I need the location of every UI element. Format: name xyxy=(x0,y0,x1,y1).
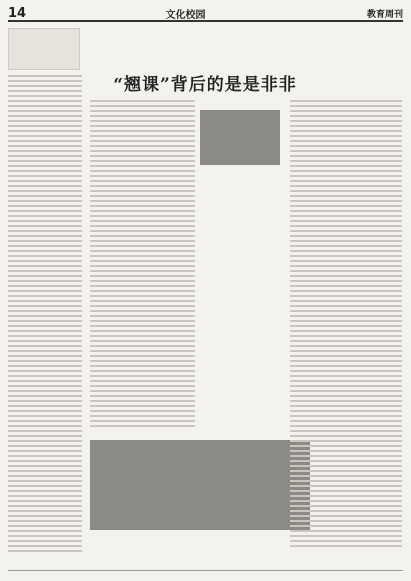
text-line-placeholder xyxy=(290,350,402,352)
text-line-placeholder xyxy=(8,195,82,197)
text-line-placeholder xyxy=(90,365,195,367)
text-line-placeholder xyxy=(290,320,402,322)
text-line-placeholder xyxy=(8,75,82,77)
text-line-placeholder xyxy=(90,255,195,257)
text-line-placeholder xyxy=(8,525,82,527)
text-line-placeholder xyxy=(8,155,82,157)
text-line-placeholder xyxy=(290,260,402,262)
text-line-placeholder xyxy=(290,430,402,432)
text-line-placeholder xyxy=(290,240,402,242)
text-line-placeholder xyxy=(290,325,402,327)
text-line-placeholder xyxy=(90,285,195,287)
text-line-placeholder xyxy=(290,335,402,337)
text-line-placeholder xyxy=(8,255,82,257)
text-line-placeholder xyxy=(290,190,402,192)
text-line-placeholder xyxy=(8,390,82,392)
text-line-placeholder xyxy=(90,380,195,382)
text-line-placeholder xyxy=(90,340,195,342)
text-line-placeholder xyxy=(290,540,402,542)
text-line-placeholder xyxy=(290,425,402,427)
text-line-placeholder xyxy=(90,345,195,347)
text-line-placeholder xyxy=(290,475,402,477)
text-line-placeholder xyxy=(90,160,195,162)
text-line-placeholder xyxy=(290,415,402,417)
text-line-placeholder xyxy=(8,160,82,162)
text-line-placeholder xyxy=(8,435,82,437)
text-line-placeholder xyxy=(90,415,195,417)
text-line-placeholder xyxy=(8,245,82,247)
text-line-placeholder xyxy=(8,450,82,452)
text-line-placeholder xyxy=(90,180,195,182)
text-line-placeholder xyxy=(8,95,82,97)
text-line-placeholder xyxy=(8,400,82,402)
text-line-placeholder xyxy=(290,225,402,227)
text-line-placeholder xyxy=(8,530,82,532)
text-line-placeholder xyxy=(90,265,195,267)
text-line-placeholder xyxy=(90,350,195,352)
text-line-placeholder xyxy=(8,370,82,372)
text-line-placeholder xyxy=(8,330,82,332)
text-line-placeholder xyxy=(8,310,82,312)
text-line-placeholder xyxy=(290,180,402,182)
text-line-placeholder xyxy=(8,505,82,507)
text-line-placeholder xyxy=(8,105,82,107)
text-line-placeholder xyxy=(290,275,402,277)
text-line-placeholder xyxy=(290,305,402,307)
text-line-placeholder xyxy=(90,270,195,272)
text-line-placeholder xyxy=(8,495,82,497)
text-line-placeholder xyxy=(90,400,195,402)
text-line-placeholder xyxy=(8,140,82,142)
text-line-placeholder xyxy=(290,175,402,177)
text-line-placeholder xyxy=(290,250,402,252)
text-line-placeholder xyxy=(8,240,82,242)
text-line-placeholder xyxy=(8,510,82,512)
text-line-placeholder xyxy=(90,260,195,262)
text-line-placeholder xyxy=(90,225,195,227)
text-line-placeholder xyxy=(8,315,82,317)
text-line-placeholder xyxy=(290,390,402,392)
text-line-placeholder xyxy=(290,170,402,172)
text-line-placeholder xyxy=(8,135,82,137)
text-line-placeholder xyxy=(290,505,402,507)
text-line-placeholder xyxy=(290,355,402,357)
text-line-placeholder xyxy=(8,490,82,492)
text-line-placeholder xyxy=(90,410,195,412)
text-line-placeholder xyxy=(90,215,195,217)
text-line-placeholder xyxy=(90,360,195,362)
text-line-placeholder xyxy=(8,550,82,552)
text-line-placeholder xyxy=(290,220,402,222)
text-line-placeholder xyxy=(290,495,402,497)
text-line-placeholder xyxy=(290,165,402,167)
text-line-placeholder xyxy=(8,120,82,122)
text-line-placeholder xyxy=(90,335,195,337)
text-line-placeholder xyxy=(290,125,402,127)
text-line-placeholder xyxy=(290,145,402,147)
text-line-placeholder xyxy=(8,300,82,302)
text-line-placeholder xyxy=(8,355,82,357)
text-line-placeholder xyxy=(8,125,82,127)
text-column xyxy=(8,75,82,555)
text-line-placeholder xyxy=(90,175,195,177)
text-line-placeholder xyxy=(290,300,402,302)
text-line-placeholder xyxy=(290,360,402,362)
text-line-placeholder xyxy=(90,115,195,117)
text-line-placeholder xyxy=(290,135,402,137)
text-line-placeholder xyxy=(90,420,195,422)
text-line-placeholder xyxy=(90,120,195,122)
text-line-placeholder xyxy=(8,385,82,387)
paper-name: 教育周刊 xyxy=(366,9,403,20)
text-line-placeholder xyxy=(90,395,195,397)
text-line-placeholder xyxy=(290,420,402,422)
text-line-placeholder xyxy=(8,100,82,102)
text-line-placeholder xyxy=(90,185,195,187)
text-line-placeholder xyxy=(90,355,195,357)
text-line-placeholder xyxy=(290,370,402,372)
text-line-placeholder xyxy=(90,110,195,112)
text-line-placeholder xyxy=(8,170,82,172)
text-line-placeholder xyxy=(290,270,402,272)
text-line-placeholder xyxy=(8,365,82,367)
text-line-placeholder xyxy=(290,470,402,472)
text-line-placeholder xyxy=(8,445,82,447)
text-line-placeholder xyxy=(8,375,82,377)
text-line-placeholder xyxy=(290,105,402,107)
text-line-placeholder xyxy=(90,315,195,317)
text-line-placeholder xyxy=(8,410,82,412)
text-line-placeholder xyxy=(290,110,402,112)
text-line-placeholder xyxy=(290,150,402,152)
text-line-placeholder xyxy=(290,375,402,377)
text-line-placeholder xyxy=(8,280,82,282)
text-line-placeholder xyxy=(290,450,402,452)
text-line-placeholder xyxy=(290,265,402,267)
text-line-placeholder xyxy=(8,325,82,327)
text-line-placeholder xyxy=(8,480,82,482)
text-line-placeholder xyxy=(90,250,195,252)
text-line-placeholder xyxy=(290,490,402,492)
text-line-placeholder xyxy=(290,310,402,312)
text-line-placeholder xyxy=(90,130,195,132)
text-line-placeholder xyxy=(290,395,402,397)
text-line-placeholder xyxy=(290,465,402,467)
text-line-placeholder xyxy=(90,145,195,147)
text-line-placeholder xyxy=(90,240,195,242)
text-line-placeholder xyxy=(8,465,82,467)
text-line-placeholder xyxy=(8,175,82,177)
text-line-placeholder xyxy=(290,115,402,117)
text-line-placeholder xyxy=(290,130,402,132)
text-line-placeholder xyxy=(90,125,195,127)
text-line-placeholder xyxy=(90,370,195,372)
text-line-placeholder xyxy=(290,455,402,457)
text-line-placeholder xyxy=(8,115,82,117)
text-line-placeholder xyxy=(290,140,402,142)
text-line-placeholder xyxy=(90,295,195,297)
text-line-placeholder xyxy=(290,440,402,442)
text-line-placeholder xyxy=(90,140,195,142)
text-line-placeholder xyxy=(90,150,195,152)
text-line-placeholder xyxy=(90,375,195,377)
text-line-placeholder xyxy=(290,480,402,482)
text-line-placeholder xyxy=(290,315,402,317)
text-line-placeholder xyxy=(8,220,82,222)
text-line-placeholder xyxy=(8,520,82,522)
text-line-placeholder xyxy=(8,270,82,272)
text-line-placeholder xyxy=(8,395,82,397)
text-line-placeholder xyxy=(8,320,82,322)
text-line-placeholder xyxy=(290,545,402,547)
text-line-placeholder xyxy=(8,200,82,202)
text-line-placeholder xyxy=(8,340,82,342)
text-line-placeholder xyxy=(90,170,195,172)
text-line-placeholder xyxy=(8,165,82,167)
text-line-placeholder xyxy=(290,515,402,517)
text-line-placeholder xyxy=(8,180,82,182)
text-line-placeholder xyxy=(8,415,82,417)
section-title: 文化校园 xyxy=(165,9,206,21)
text-line-placeholder xyxy=(90,105,195,107)
page-footer xyxy=(8,570,403,577)
text-line-placeholder xyxy=(90,165,195,167)
text-line-placeholder xyxy=(90,190,195,192)
text-line-placeholder xyxy=(8,85,82,87)
text-line-placeholder xyxy=(90,275,195,277)
text-line-placeholder xyxy=(8,430,82,432)
text-line-placeholder xyxy=(8,230,82,232)
text-line-placeholder xyxy=(90,425,195,427)
text-line-placeholder xyxy=(8,275,82,277)
text-line-placeholder xyxy=(290,410,402,412)
text-line-placeholder xyxy=(290,330,402,332)
text-line-placeholder xyxy=(8,215,82,217)
text-column xyxy=(290,100,402,550)
text-line-placeholder xyxy=(8,90,82,92)
text-line-placeholder xyxy=(8,285,82,287)
text-line-placeholder xyxy=(90,195,195,197)
text-line-placeholder xyxy=(90,305,195,307)
text-line-placeholder xyxy=(90,230,195,232)
text-line-placeholder xyxy=(8,290,82,292)
text-line-placeholder xyxy=(90,290,195,292)
text-line-placeholder xyxy=(8,305,82,307)
text-line-placeholder xyxy=(8,500,82,502)
text-line-placeholder xyxy=(290,230,402,232)
text-line-placeholder xyxy=(290,205,402,207)
text-line-placeholder xyxy=(8,460,82,462)
text-line-placeholder xyxy=(8,470,82,472)
text-line-placeholder xyxy=(8,295,82,297)
text-line-placeholder xyxy=(290,345,402,347)
article-photo xyxy=(200,110,280,165)
text-line-placeholder xyxy=(8,185,82,187)
text-line-placeholder xyxy=(90,100,195,102)
text-line-placeholder xyxy=(290,405,402,407)
text-line-placeholder xyxy=(90,210,195,212)
text-line-placeholder xyxy=(290,445,402,447)
text-line-placeholder xyxy=(8,265,82,267)
text-line-placeholder xyxy=(290,210,402,212)
text-line-placeholder xyxy=(290,295,402,297)
text-line-placeholder xyxy=(8,350,82,352)
text-column xyxy=(90,100,195,430)
text-line-placeholder xyxy=(290,285,402,287)
text-line-placeholder xyxy=(290,120,402,122)
text-line-placeholder xyxy=(8,380,82,382)
page-number: 14 xyxy=(8,5,27,21)
text-line-placeholder xyxy=(290,520,402,522)
text-line-placeholder xyxy=(290,100,402,102)
text-line-placeholder xyxy=(8,335,82,337)
text-line-placeholder xyxy=(90,235,195,237)
text-line-placeholder xyxy=(90,320,195,322)
text-line-placeholder xyxy=(8,420,82,422)
text-line-placeholder xyxy=(8,345,82,347)
text-line-placeholder xyxy=(90,325,195,327)
text-line-placeholder xyxy=(8,110,82,112)
text-line-placeholder xyxy=(290,195,402,197)
text-line-placeholder xyxy=(8,190,82,192)
text-line-placeholder xyxy=(90,330,195,332)
text-line-placeholder xyxy=(8,145,82,147)
text-line-placeholder xyxy=(8,250,82,252)
text-line-placeholder xyxy=(90,135,195,137)
text-line-placeholder xyxy=(90,245,195,247)
text-line-placeholder xyxy=(290,185,402,187)
text-line-placeholder xyxy=(8,485,82,487)
text-line-placeholder xyxy=(90,155,195,157)
text-line-placeholder xyxy=(8,540,82,542)
text-line-placeholder xyxy=(290,160,402,162)
text-line-placeholder xyxy=(90,220,195,222)
text-line-placeholder xyxy=(8,425,82,427)
text-line-placeholder xyxy=(290,155,402,157)
text-line-placeholder xyxy=(8,515,82,517)
text-line-placeholder xyxy=(8,225,82,227)
bottom-photo xyxy=(90,440,310,530)
text-line-placeholder xyxy=(8,235,82,237)
text-line-placeholder xyxy=(290,500,402,502)
text-line-placeholder xyxy=(8,80,82,82)
text-line-placeholder xyxy=(90,405,195,407)
text-line-placeholder xyxy=(8,535,82,537)
text-line-placeholder xyxy=(8,455,82,457)
text-line-placeholder xyxy=(8,260,82,262)
text-line-placeholder xyxy=(290,530,402,532)
text-line-placeholder xyxy=(290,535,402,537)
text-line-placeholder xyxy=(90,200,195,202)
text-line-placeholder xyxy=(8,405,82,407)
text-line-placeholder xyxy=(8,360,82,362)
text-line-placeholder xyxy=(8,475,82,477)
text-line-placeholder xyxy=(290,525,402,527)
text-line-placeholder xyxy=(290,235,402,237)
text-line-placeholder xyxy=(290,380,402,382)
text-line-placeholder xyxy=(90,300,195,302)
masthead xyxy=(8,6,403,22)
text-line-placeholder xyxy=(90,390,195,392)
text-line-placeholder xyxy=(290,460,402,462)
text-line-placeholder xyxy=(290,365,402,367)
text-line-placeholder xyxy=(90,310,195,312)
text-line-placeholder xyxy=(90,280,195,282)
text-line-placeholder xyxy=(290,510,402,512)
text-line-placeholder xyxy=(8,205,82,207)
text-line-placeholder xyxy=(8,545,82,547)
text-line-placeholder xyxy=(90,385,195,387)
text-line-placeholder xyxy=(290,435,402,437)
text-line-placeholder xyxy=(290,385,402,387)
text-line-placeholder xyxy=(8,210,82,212)
text-line-placeholder xyxy=(290,200,402,202)
text-line-placeholder xyxy=(290,280,402,282)
text-line-placeholder xyxy=(290,245,402,247)
text-line-placeholder xyxy=(290,485,402,487)
text-line-placeholder xyxy=(8,150,82,152)
text-line-placeholder xyxy=(90,205,195,207)
text-line-placeholder xyxy=(290,215,402,217)
text-line-placeholder xyxy=(290,400,402,402)
text-line-placeholder xyxy=(290,290,402,292)
column-label-box xyxy=(8,28,80,70)
text-line-placeholder xyxy=(8,440,82,442)
text-line-placeholder xyxy=(290,255,402,257)
main-headline: “翘课”背后的是是非非 xyxy=(113,75,297,95)
text-line-placeholder xyxy=(8,130,82,132)
text-line-placeholder xyxy=(290,340,402,342)
